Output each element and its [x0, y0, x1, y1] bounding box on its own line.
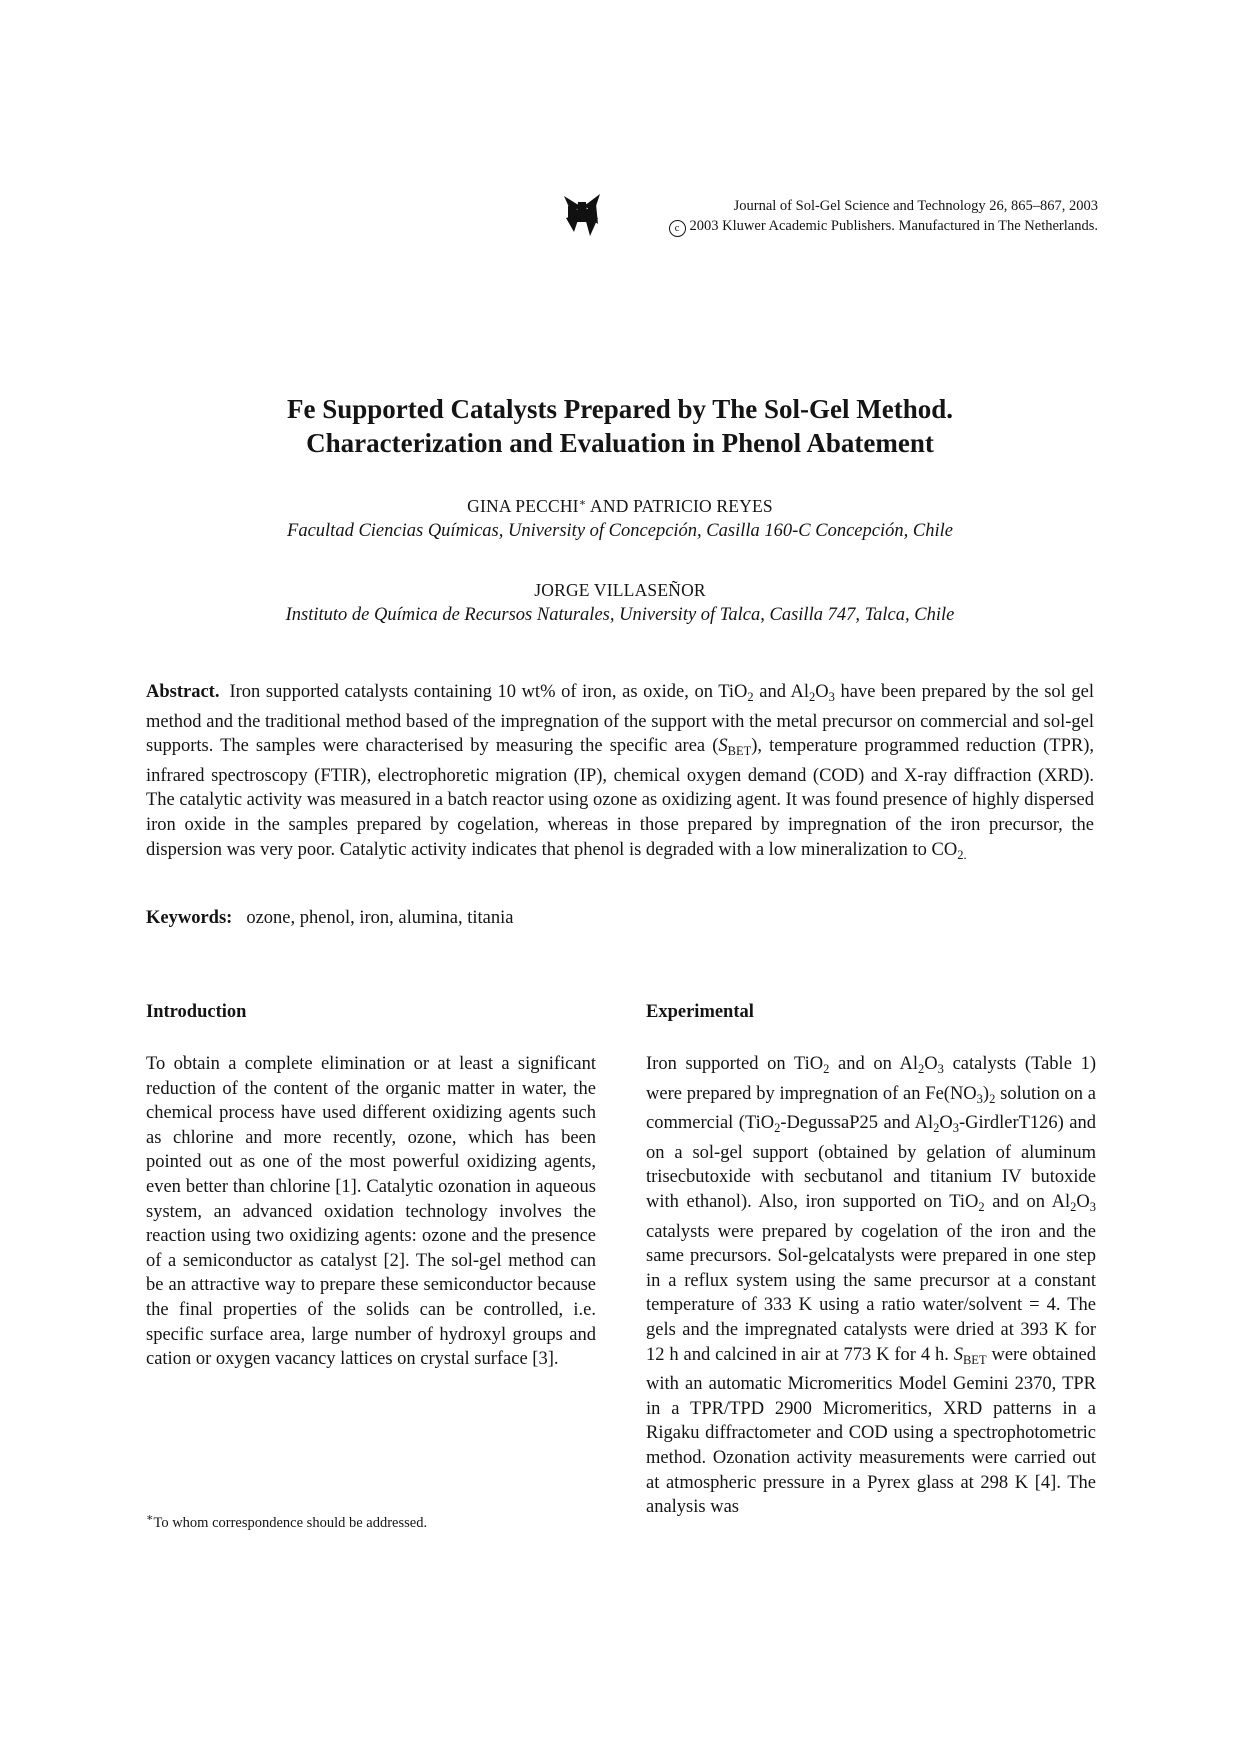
abstract: Abstract. Iron supported catalysts containing 10 wt% of iron, as oxide, on TiO$_2$ and $Al_2O_3$ have been prepared by the sol gel method and the traditional method based of the impregnation of the support with the metal precursor on commercial and sol-gel supports. The samples were characterised by measuring the specific area $(S_{BET})$, temperature programmed reduction (TPR), infrared spectroscopy (FTIR), electrophoretic migration (IP), chemical oxygen demand (COD) and X-ray diffraction (XRD). The catalytic activity was measured in a batch reactor using ozone as oxidizing agent. It was found presence of highly dispersed iron oxide in the samples prepared by cogelation, whereas in those prepared by impregnation of the iron precursor, the dispersion was very poor. Catalytic activity indicates that phenol is degraded with a low mineralization to $CO_{2.}$ [146, 682, 1094, 862]
keywords-label: Keywords: [146, 908, 233, 928]
keywords-list: ozone, phenol, iron, alumina, titania [246, 908, 514, 928]
keywords [146, 906, 1094, 930]
paper-title [146, 392, 1094, 460]
author-names-2: JORGE VILLASEÑOR [534, 580, 706, 600]
section-heading-introduction: Introduction [146, 1002, 247, 1022]
footnote: ∗To whom correspondence should be addressed. [146, 1512, 428, 1531]
author-names-1: GINA PECCHI∗ AND PATRICIO REYES [467, 496, 773, 516]
abstract-label: Abstract. [146, 682, 220, 702]
experimental-text: Iron supported on TiO$_2$ and on $Al_2O_3$ catalysts (Table 1) were prepared by impregnation of an $Fe(NO_3)_2$ solution on a commercial (TiO$_2$-DegussaP25 and $Al_2O_3-GirdlerT126$) and on a sol-gel support (obtained by gelation of aluminum trisecbutoxide with secbutanol and titanium IV butoxide with ethanol). Also, iron supported on TiO$_2$ and on $Al_2O_3$ catalysts were prepared by cogelation of the iron and the same precursors. Sol-gelcatalysts were prepared in one step in a reflux system using the same precursor at a constant temperature of 333 K using a ratio water/solvent = 4. The gels and the impregnated catalysts were dried at 393 K for 12 h and calcined in air at 773 K for 4 h. $S_{BET}$ were obtained with an automatic Micromeritics Model Gemini 2370, TPR in a TPR/TPD 2900 Micromeritics, XRD patterns in a Rigaku diffractometer and COD using a spectrophotometric method. Ozonation activity measurements were carried out at atmospheric pressure in a Pyrex glass at 298 K [4]. The analysis was [646, 1054, 1096, 1518]
publisher-logo-icon [562, 192, 602, 238]
title-line-1: Fe Supported Catalysts Prepared by The Sol-Gel Method. [286, 394, 954, 424]
section-heading-experimental: Experimental [646, 1002, 754, 1022]
copyright-line: c 2003 Kluwer Academic Publishers. Manufactured in The Netherlands. [669, 216, 1098, 237]
journal-header [562, 192, 1098, 240]
corresponding-mark: ∗ [578, 497, 587, 509]
title-line-2: Characterization and Evaluation in Phenol Abatement [306, 428, 934, 458]
affiliation-2: Instituto de Química de Recursos Naturales, University of Talca, Casilla 747, Talca, Chile [285, 605, 955, 625]
journal-citation: Journal of Sol-Gel Science and Technology 26, 865–867, 2003 [733, 198, 1098, 214]
copyright-icon: c [669, 220, 686, 237]
introduction-text: To obtain a complete elimination or at least a significant reduction of the content of the organic matter in water, the chemical process have used different oxidizing agents such as chlorine and more recently, ozone, which has been pointed out as one of the most powerful oxidizing agents, even better than chlorine [1]. Catalytic ozonation in aqueous system, an advanced oxidation technology involves the reaction using two oxidizing agents: ozone and the presence of a semiconductor as catalyst [2]. The sol-gel method can be an attractive way to prepare these semiconductor because the final properties of the solids can be controlled, i.e. specific surface area, large number of hydroxyl groups and cation or oxygen vacancy lattices on crystal surface [3]. [146, 1054, 596, 1370]
affiliation-1: Facultad Ciencias Químicas, University of Concepción, Casilla 160-C Concepción, Chile [287, 521, 953, 541]
